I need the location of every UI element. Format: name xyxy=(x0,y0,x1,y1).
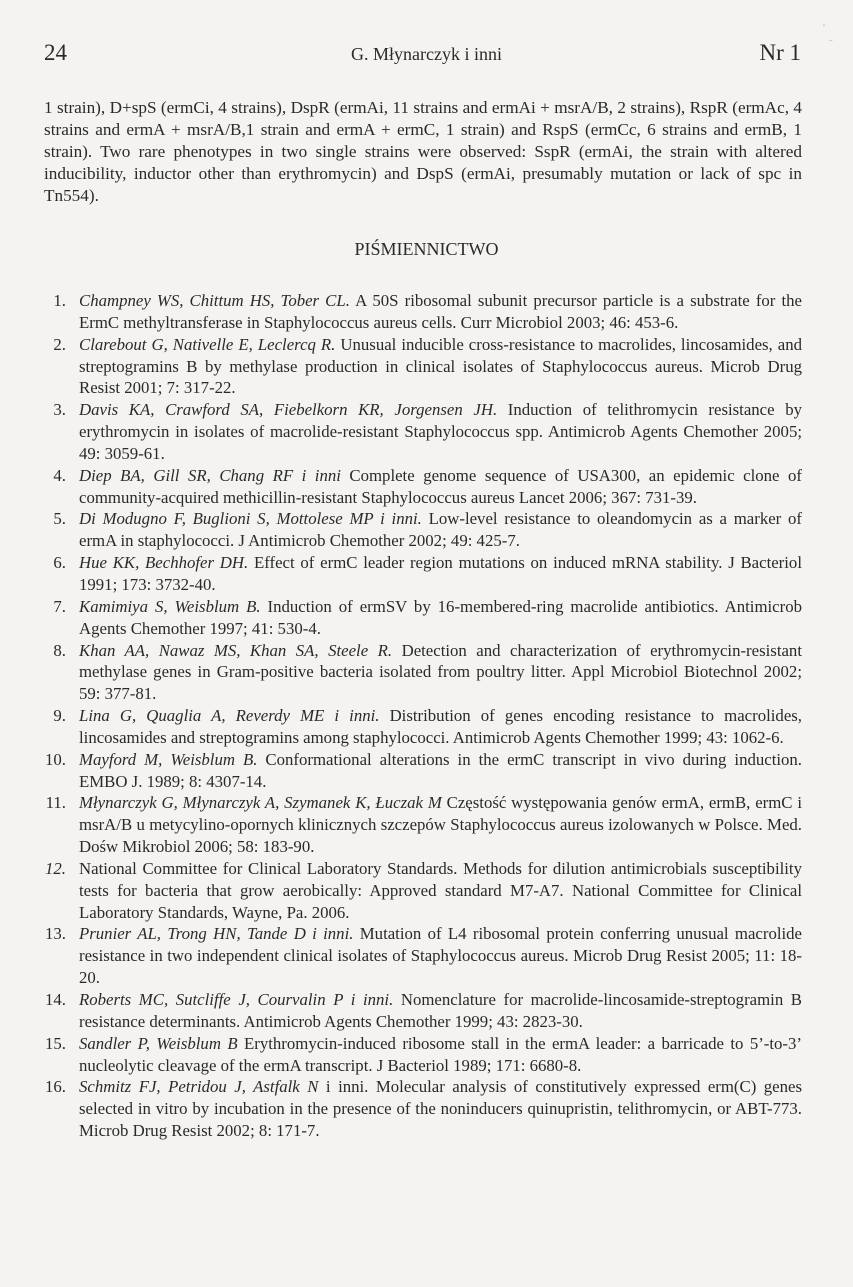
reference-number: 10. xyxy=(45,749,66,769)
reference-text: Induction of telithromycin resistance by erythromycin in isolates of macrolide-resistant Staphylococcus spp. Antimicrob Agents Chemother 2005; 49: 3059-61. xyxy=(79,400,802,463)
reference-text: Unusual inducible cross-resistance to macrolides, lincosamides, and streptogramins B by methylase production in clinical isolates of Staphylococcus aureus. Microb Drug Resist 2001; 7: 317-22. xyxy=(79,334,802,398)
reference-number: 3. xyxy=(53,400,66,420)
reference-number: 14. xyxy=(45,990,66,1009)
reference-number: 8. xyxy=(53,640,66,660)
reference-authors: Clarebout G, Nativelle E, Leclercq R. xyxy=(79,334,336,354)
reference-list xyxy=(0,290,802,1142)
reference-text: Mutation of L4 ribosomal protein conferring unusual macrolide resistance in two independent clinical isolates of Staphylococcus aureus. Microb Drug Resist 2005; 11: 18-20. xyxy=(79,924,802,988)
reference-authors: Diep BA, Gill SR, Chang RF i inni xyxy=(79,465,341,485)
reference-number: 11. xyxy=(45,793,66,813)
reference-text: Distribution of genes encoding resistance to macrolides, lincosamides and streptogramins among staphylococci. Antimicrob Agents Chemother 1999; 43: 1062-6. xyxy=(79,706,802,747)
reference-item xyxy=(0,640,802,706)
intro-paragraph: 1 strain), D+spS (ermCi, 4 strains), DspR (ermAi, 11 strains and ermAi + msrA/B, 2 strains), RspR (ermAc, 4 strains and ermA + msrA/B,1 strain and ermA + ermC, 1 strain) and RspS (ermCc, 6 strains and ermB, 1 strain). Two rare phenotypes in two single strains were observed: SspR (ermAi, the strain with altered inducibility, inductor other than erythromycin) and DspS (ermAi, presumably mutation or lack of spc in Tn554). xyxy=(44,98,802,205)
reference-number: 6. xyxy=(53,553,66,573)
reference-authors: Kamimiya S, Weisblum B. xyxy=(79,596,261,616)
reference-authors: Khan AA, Nawaz MS, Khan SA, Steele R. xyxy=(79,640,393,660)
reference-text: Detection and characterization of erythromycin-resistant methylase genes in Gram-positive bacteria isolated from poultry litter. Appl Microbiol Biotechnol 2002; 59: 377-81. xyxy=(79,640,802,704)
reference-number: 5. xyxy=(53,509,66,529)
reference-number: 16. xyxy=(45,1077,66,1097)
reference-authors: Mayford M, Weisblum B. xyxy=(79,749,258,769)
reference-authors: Hue KK, Bechhofer DH. xyxy=(79,553,249,573)
reference-text: Erythromycin-induced ribosome stall in the ermA leader: a barricade to 5’-to-3’ nucleolytic cleavage of the ermA transcript. J Bacteriol 1989; 171: 6680-8. xyxy=(79,1033,803,1075)
reference-text: Conformational alterations in the ermC transcript in vivo during induction. EMBO J. 1989; 8: 4307-14. xyxy=(79,749,802,791)
reference-authors: Roberts MC, Sutcliffe J, Courvalin P i inni. xyxy=(79,990,394,1009)
reference-item xyxy=(0,1033,802,1077)
reference-item xyxy=(0,596,802,640)
reference-number: 1. xyxy=(53,291,66,310)
reference-number: 15. xyxy=(45,1033,66,1053)
reference-number: 7. xyxy=(53,596,66,616)
running-head: G. Młynarczyk i inni xyxy=(351,44,502,64)
reference-text: Nomenclature for macrolide-lincosamide-streptogramin B resistance determinants. Antimicrob Agents Chemother 1999; 43: 2823-30. xyxy=(79,990,802,1031)
reference-authors: Prunier AL, Trong HN, Tande D i inni. xyxy=(79,924,354,944)
page-header xyxy=(0,40,853,70)
section-title: PIŚMIENNICTWO xyxy=(354,239,499,259)
reference-item xyxy=(0,1076,802,1142)
reference-item xyxy=(0,465,802,509)
reference-authors: Davis KA, Crawford SA, Fiebelkorn KR, Jorgensen JH. xyxy=(79,400,498,420)
reference-item xyxy=(0,290,802,334)
reference-item xyxy=(0,334,802,400)
issue-number: Nr 1 xyxy=(759,40,801,65)
reference-authors: Schmitz FJ, Petridou J, Astfalk N xyxy=(79,1077,319,1097)
reference-number: 2. xyxy=(53,334,66,354)
reference-text: Complete genome sequence of USA300, an epidemic clone of community-acquired methicillin-resistant Staphylococcus aureus Lancet 2006; 367: 731-39. xyxy=(79,465,803,507)
reference-item xyxy=(0,705,802,749)
reference-text: Częstość występowania genów ermA, ermB, ermC i msrA/B u metycylino-opornych klinicznych szczepów Staphylococcus aureus izolowanych w Polsce. Med. Dośw Mikrobiol 2006; 58: 183-90. xyxy=(79,793,802,857)
reference-text: Induction of ermSV by 16-membered-ring macrolide antibiotics. Antimicrob Agents Chemother 1997; 41: 530-4. xyxy=(79,596,802,638)
page-number: 24 xyxy=(44,40,67,65)
reference-authors: Di Modugno F, Buglioni S, Mottolese MP i inni. xyxy=(79,509,422,529)
reference-authors: Lina G, Quaglia A, Reverdy ME i inni. xyxy=(79,706,380,726)
reference-authors: Sandler P, Weisblum B xyxy=(79,1033,238,1053)
reference-authors: Champney WS, Chittum HS, Tober CL. xyxy=(79,291,350,310)
reference-number: 12. xyxy=(45,858,66,878)
reference-text: i inni. Molecular analysis of constitutively expressed erm(C) genes selected in vitro by incubation in the presence of the noninducers quinupristin, telithromycin, or ABT-773. Microb Drug Resist 2002; 8: 171-7. xyxy=(79,1077,802,1141)
reference-number: 13. xyxy=(45,924,66,944)
reference-item xyxy=(0,923,802,989)
reference-item xyxy=(0,552,802,596)
scan-speck: ' xyxy=(823,22,825,34)
reference-item xyxy=(0,858,802,924)
reference-text: Low-level resistance to oleandomycin as a marker of ermA in staphylococci. J Antimicrob Chemother 2002; 49: 425-7. xyxy=(79,509,802,551)
reference-text: A 50S ribosomal subunit precursor particle is a substrate for the ErmC methyltransferase in Staphylococcus aureus cells. Curr Microbiol 2003; 46: 453-6. xyxy=(79,291,803,332)
reference-item xyxy=(0,792,802,858)
reference-authors: Młynarczyk G, Młynarczyk A, Szymanek K, Łuczak M xyxy=(79,793,442,813)
reference-item xyxy=(0,989,802,1033)
reference-item xyxy=(0,399,802,465)
reference-item xyxy=(0,749,802,793)
reference-number: 4. xyxy=(53,465,66,485)
reference-number: 9. xyxy=(53,706,66,726)
reference-text: National Committee for Clinical Laboratory Standards. Methods for dilution antimicrobials susceptibility tests for bacteria that grow aerobically: Approved standard M7-A7. National Committee for Clinical Laboratory Standards, Wayne, Pa. 2006. xyxy=(79,858,802,922)
reference-text: Effect of ermC leader region mutations on induced mRNA stability. J Bacteriol 1991; 173: 3732-40. xyxy=(79,553,802,594)
scan-speck: ˜ xyxy=(829,38,833,50)
reference-item xyxy=(0,508,802,552)
